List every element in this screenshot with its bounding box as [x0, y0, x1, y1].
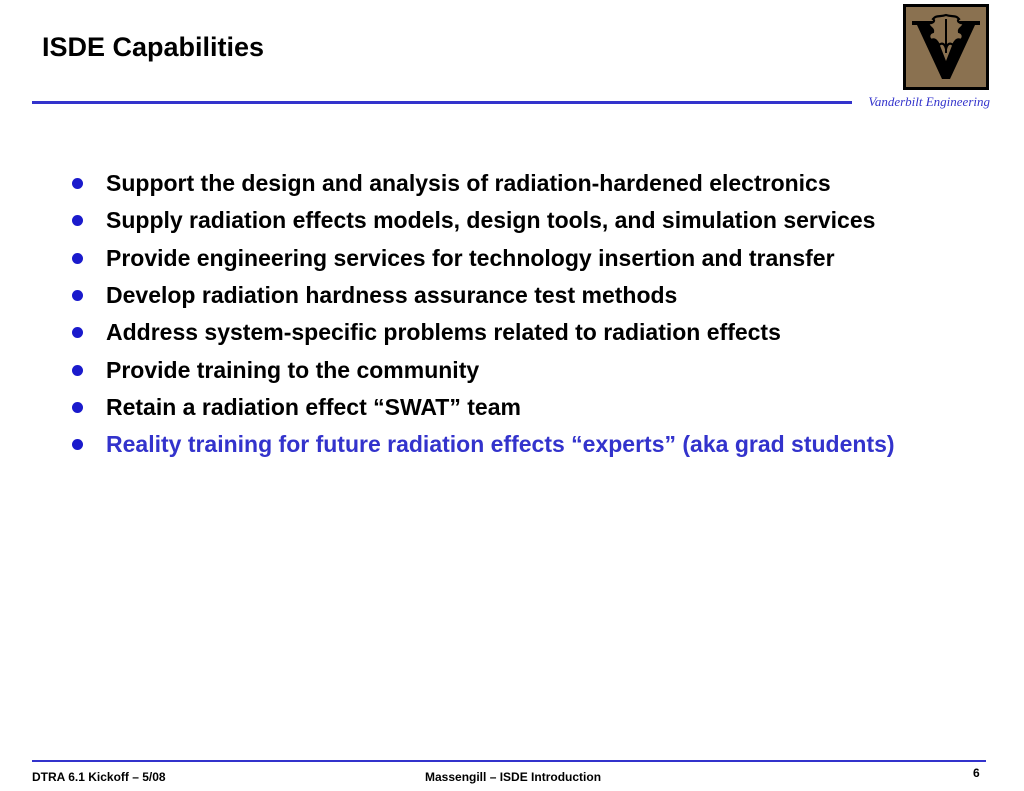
- vanderbilt-logo: [903, 4, 989, 90]
- bullet-dot-icon: [72, 365, 83, 376]
- bullet-list: [72, 165, 895, 463]
- bullet-text: Provide engineering services for technology insertion and transfer: [106, 244, 835, 271]
- bullet-dot-icon: [72, 327, 83, 338]
- bullet-item: [72, 389, 895, 426]
- bullet-item: [72, 314, 895, 351]
- vanderbilt-v-oak-leaf-icon: [906, 7, 986, 87]
- header-rule: [32, 101, 852, 104]
- footer-presenter-label: Massengill – ISDE Introduction: [425, 770, 602, 784]
- bullet-text: Reality training for future radiation effects “experts” (aka grad students): [106, 431, 895, 458]
- brand-label: Vanderbilt Engineering: [868, 94, 990, 109]
- bullet-item: [72, 351, 895, 388]
- footer-rule: [32, 760, 986, 762]
- bullet-item: [72, 277, 895, 314]
- bullet-item: [72, 165, 895, 202]
- slide-title: ISDE Capabilities: [42, 32, 265, 62]
- bullet-text: Develop radiation hardness assurance test methods: [106, 282, 678, 309]
- bullet-text: Support the design and analysis of radiation-hardened electronics: [106, 170, 831, 197]
- bullet-text: Supply radiation effects models, design tools, and simulation services: [106, 207, 876, 234]
- bullet-dot-icon: [72, 215, 83, 226]
- bullet-text: Address system-specific problems related to radiation effects: [106, 319, 781, 346]
- bullet-dot-icon: [72, 402, 83, 413]
- bullet-text: Provide training to the community: [106, 356, 480, 383]
- bullet-dot-icon: [72, 178, 83, 189]
- bullet-dot-icon: [72, 290, 83, 301]
- page-number: 6: [973, 766, 980, 780]
- bullet-item: [72, 202, 895, 239]
- bullet-dot-icon: [72, 253, 83, 264]
- footer-event-label: DTRA 6.1 Kickoff – 5/08: [32, 770, 166, 784]
- bullet-item-highlighted: [72, 426, 895, 463]
- bullet-item: [72, 240, 895, 277]
- bullet-dot-icon: [72, 439, 83, 450]
- bullet-text: Retain a radiation effect “SWAT” team: [106, 393, 521, 420]
